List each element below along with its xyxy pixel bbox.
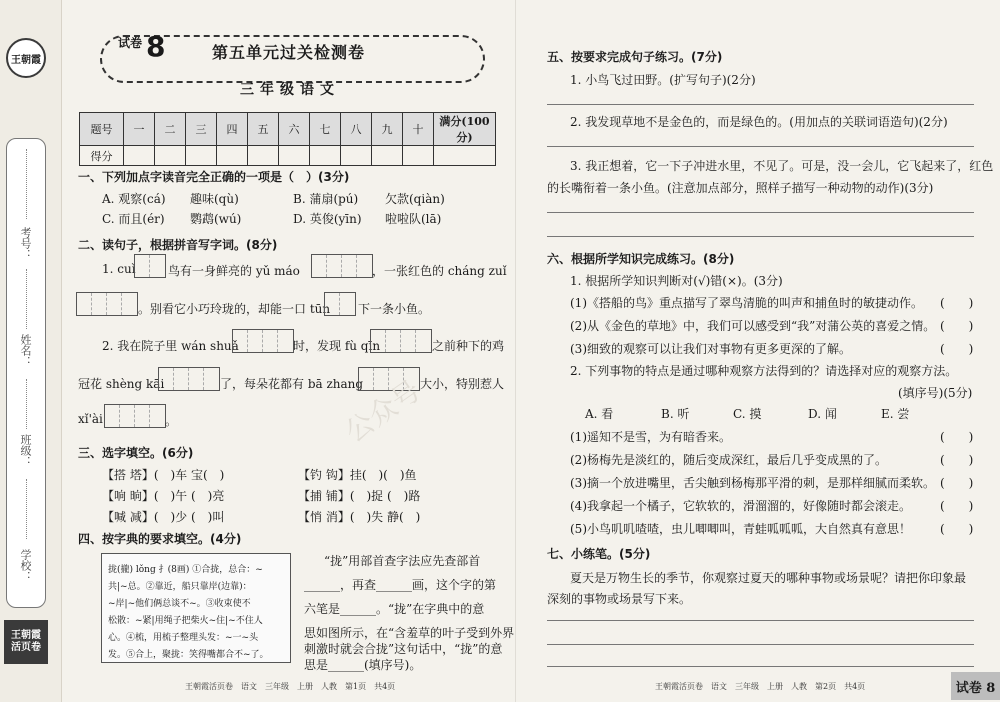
- name-label: 姓名：: [19, 334, 32, 367]
- score-row: [80, 146, 496, 166]
- table-cell: 四: [217, 113, 248, 146]
- s6-q2: 2. 下列事物的特点是通过哪种观察方法得到的？请选择对应的观察方法。: [570, 364, 958, 378]
- s4-text: ______，再查______画，这个字的第: [304, 578, 497, 592]
- table-cell: 五: [248, 113, 279, 146]
- dictionary-entry-box: [101, 553, 291, 663]
- table-cell: 九: [372, 113, 403, 146]
- score-input-cell[interactable]: [279, 146, 310, 166]
- option-b[interactable]: B. 蒲扇(pú): [293, 192, 359, 206]
- method-option: D. 闻: [808, 407, 837, 421]
- match-item: (4)我拿起一个橘子，它软软的，滑溜溜的，好像随时都会滚走。: [570, 499, 912, 513]
- option-b-word2: 欠款(qiàn): [385, 192, 445, 206]
- judge-item: (2)从《金色的草地》中，我们可以感受到“我”对蒲公英的喜爱之情。: [570, 319, 936, 333]
- student-info-box: [6, 138, 46, 608]
- method-option: B. 听: [661, 407, 690, 421]
- footer-left: 王朝霞活页卷 语文 三年级 上册 人教 第1页 共4页: [185, 682, 396, 691]
- method-option: A. 看: [585, 407, 614, 421]
- s7-prompt-cont: 深刻的事物或场景写下来。: [547, 592, 692, 606]
- answer-grid[interactable]: [370, 329, 432, 353]
- answer-paren[interactable]: ( ): [940, 319, 974, 333]
- s3-item[interactable]: 【喊 减】( )少 ( )叫: [102, 510, 225, 524]
- table-cell: 题号: [80, 113, 124, 146]
- answer-line[interactable]: [547, 644, 974, 645]
- option-c-word2: 鹦鹉(wú): [190, 212, 242, 226]
- match-item: (5)小鸟叽叽喳喳，虫儿唧唧叫，青蛙呱呱呱，大自然真有意思！: [570, 522, 912, 536]
- watermark: 公众号: [338, 373, 427, 449]
- field-line: [26, 379, 27, 429]
- page-crease: [515, 0, 516, 702]
- s3-item[interactable]: 【悄 消】( )失 静( ): [298, 510, 421, 524]
- option-d-word2: 啦啦队(lā): [385, 212, 442, 226]
- score-input-cell[interactable]: [248, 146, 279, 166]
- answer-paren[interactable]: ( ): [940, 476, 974, 490]
- section-5-title: 五、按要求完成句子练习。(7分): [547, 50, 723, 64]
- option-a-word2: 趣味(qù): [190, 192, 239, 206]
- field-line: [26, 479, 27, 539]
- section-1-title: 一、下列加点字读音完全正确的一项是（ ）(3分): [78, 170, 350, 184]
- table-cell: 一: [124, 113, 155, 146]
- field-line: [26, 269, 27, 329]
- table-cell: 得分: [80, 146, 124, 166]
- answer-paren[interactable]: ( ): [940, 342, 974, 356]
- page-title: 第五单元过关检测卷: [212, 43, 366, 62]
- method-option: E. 尝: [881, 407, 910, 421]
- footer-right: 王朝霞活页卷 语文 三年级 上册 人教 第2页 共4页: [655, 682, 866, 691]
- exam-number-label: 考号：: [19, 227, 32, 260]
- method-option: C. 摸: [733, 407, 762, 421]
- score-input-cell[interactable]: [310, 146, 341, 166]
- section-4-title: 四、按字典的要求填空。(4分): [78, 532, 242, 546]
- match-item: (1)遥知不是雪，为有暗香来。: [570, 430, 731, 444]
- s2-text: 2. 我在院子里 wán shuǎ: [102, 339, 239, 353]
- bottom-brand-logo: 王朝霞 活页卷: [4, 620, 48, 664]
- answer-paren[interactable]: ( ): [940, 499, 974, 513]
- dict-line: 发。⑤合上，聚拢：笑得嘴都合不~了。: [108, 650, 269, 660]
- dict-line: 心。④梳，用梳子整理头发：~一~头: [108, 633, 259, 643]
- answer-line[interactable]: [547, 666, 974, 667]
- table-cell: 七: [310, 113, 341, 146]
- test-badge: 试卷 8: [951, 672, 1000, 700]
- answer-line[interactable]: [547, 104, 974, 105]
- table-cell: 八: [341, 113, 372, 146]
- answer-grid[interactable]: [134, 254, 166, 278]
- page-subtitle: 三年级语文: [240, 82, 340, 98]
- s2-text: 鸟有一身鲜亮的 yǔ máo: [168, 264, 300, 278]
- s4-text: 刺激时就会合拢”这句话中，“拢”的意: [304, 642, 503, 656]
- s2-text: 。别看它小巧玲珑的，却能一口 tūn: [138, 302, 331, 316]
- s3-item[interactable]: 【响 晌】( )午 ( )亮: [102, 489, 225, 503]
- score-input-cell[interactable]: [217, 146, 248, 166]
- s4-text: “拢”用部首查字法应先查部首: [324, 554, 481, 568]
- answer-line[interactable]: [547, 212, 974, 213]
- answer-grid[interactable]: [232, 329, 294, 353]
- s4-text: 六笔是______。“拢”在字典中的意: [304, 602, 485, 616]
- dict-line: 共|~总。②靠近，船只靠岸(边靠)：: [108, 582, 252, 592]
- section-3-title: 三、选字填空。(6分): [78, 446, 194, 460]
- s2-text: ，一张红色的 cháng zuǐ: [372, 264, 507, 278]
- score-input-cell[interactable]: [186, 146, 217, 166]
- option-c[interactable]: C. 而且(ér): [102, 212, 165, 226]
- test-number: 8: [146, 30, 166, 63]
- answer-grid[interactable]: [158, 367, 220, 391]
- table-cell: 三: [186, 113, 217, 146]
- table-cell: 二: [155, 113, 186, 146]
- score-input-cell[interactable]: [341, 146, 372, 166]
- class-label: 班级：: [19, 434, 32, 467]
- score-input-cell[interactable]: [403, 146, 434, 166]
- s5-q2: 2. 我发现草地不是金色的，而是绿色的。(用加点的关联词语造句)(2分): [570, 115, 948, 129]
- section-7-title: 七、小练笔。(5分): [547, 547, 651, 561]
- judge-item: (1)《搭船的鸟》重点描写了翠鸟清脆的叫声和捕鱼时的敏捷动作。: [570, 296, 924, 310]
- s2-text: xǐ'ài: [78, 412, 103, 426]
- table-cell: 六: [279, 113, 310, 146]
- s5-q1: 1. 小鸟飞过田野。(扩写句子)(2分): [570, 73, 756, 87]
- s2-text: 冠花 shèng kāi: [78, 377, 165, 391]
- s2-text: 。: [165, 414, 178, 428]
- match-item: (3)摘一个放进嘴里，舌尖触到杨梅那平滑的刺，是那样细腻而柔软。: [570, 476, 936, 490]
- s2-text: 之前种下的鸡: [432, 339, 505, 353]
- s2-text: 了，每朵花都有 bā zhang: [220, 377, 364, 391]
- test-label: 试卷: [118, 36, 143, 50]
- score-header-row: [80, 113, 496, 146]
- s5-q3: 3. 我正想着，它一下子冲进水里，不见了。可是，没一会儿，它飞起来了，红色: [570, 159, 994, 173]
- s5-q3-cont: 的长嘴衔着一条小鱼。(注意加点部分，照样子描写一种动物的动作)(3分): [547, 181, 934, 195]
- s2-text: 大小，特别惹人: [420, 377, 505, 391]
- s6-q2-score: (填序号)(5分): [898, 386, 973, 400]
- answer-paren[interactable]: ( ): [940, 430, 974, 444]
- s2-text: 下一条小鱼。: [358, 302, 431, 316]
- dict-line: 拢(攏) lǒng 扌(8画) ①合拢，总合：~: [108, 565, 263, 575]
- match-item: (2)杨梅先是淡红的，随后变成深红，最后几乎变成黑的了。: [570, 453, 888, 467]
- brand-logo: 王朝霞: [6, 38, 46, 78]
- answer-grid[interactable]: [76, 292, 138, 316]
- score-table: [79, 112, 496, 166]
- s7-prompt: 夏天是万物生长的季节，你观察过夏天的哪种事物或场景呢？请把你印象最: [570, 571, 967, 585]
- section-6-title: 六、根据所学知识完成练习。(8分): [547, 252, 735, 266]
- s2-text: 1. cuì: [102, 262, 136, 276]
- score-input-cell[interactable]: [434, 146, 496, 166]
- dict-line: ~岸|~他们俩总谈不~。③收束使不: [108, 599, 251, 609]
- option-d[interactable]: D. 英俊(yīn): [293, 212, 362, 226]
- field-line: [26, 149, 27, 219]
- score-input-cell[interactable]: [155, 146, 186, 166]
- s4-text: 思是______(填序号)。: [304, 658, 422, 672]
- s3-item[interactable]: 【捕 铺】( )捉 ( )路: [298, 489, 421, 503]
- answer-line[interactable]: [547, 236, 974, 237]
- s6-q1: 1. 根据所学知识判断对(√)错(×)。(3分): [570, 274, 783, 288]
- s2-text: 时，发现 fù qīn: [293, 339, 381, 353]
- table-cell: 满分(100分): [434, 113, 496, 146]
- score-input-cell[interactable]: [124, 146, 155, 166]
- s4-text: 思如图所示，在“含羞草的叶子受到外界: [304, 626, 515, 640]
- table-cell: 十: [403, 113, 434, 146]
- answer-paren[interactable]: ( ): [940, 522, 974, 536]
- answer-line[interactable]: [547, 620, 974, 621]
- school-label: 学校：: [19, 549, 32, 582]
- s3-item[interactable]: 【钓 钩】挂( )( )鱼: [298, 468, 417, 482]
- answer-line[interactable]: [547, 146, 974, 147]
- answer-grid[interactable]: [324, 292, 356, 316]
- section-2-title: 二、读句子，根据拼音写字词。(8分): [78, 238, 278, 252]
- answer-grid[interactable]: [104, 404, 166, 428]
- answer-paren[interactable]: ( ): [940, 296, 974, 310]
- answer-paren[interactable]: ( ): [940, 453, 974, 467]
- score-input-cell[interactable]: [372, 146, 403, 166]
- answer-grid[interactable]: [311, 254, 373, 278]
- s3-item[interactable]: 【搭 塔】( )车 宝( ): [102, 468, 225, 482]
- dict-line: 松散：~紧|用绳子把柴火~住|~不住人: [108, 616, 263, 626]
- judge-item: (3)细致的观察可以让我们对事物有更多更深的了解。: [570, 342, 852, 356]
- option-a[interactable]: A. 观察(cá): [102, 192, 166, 206]
